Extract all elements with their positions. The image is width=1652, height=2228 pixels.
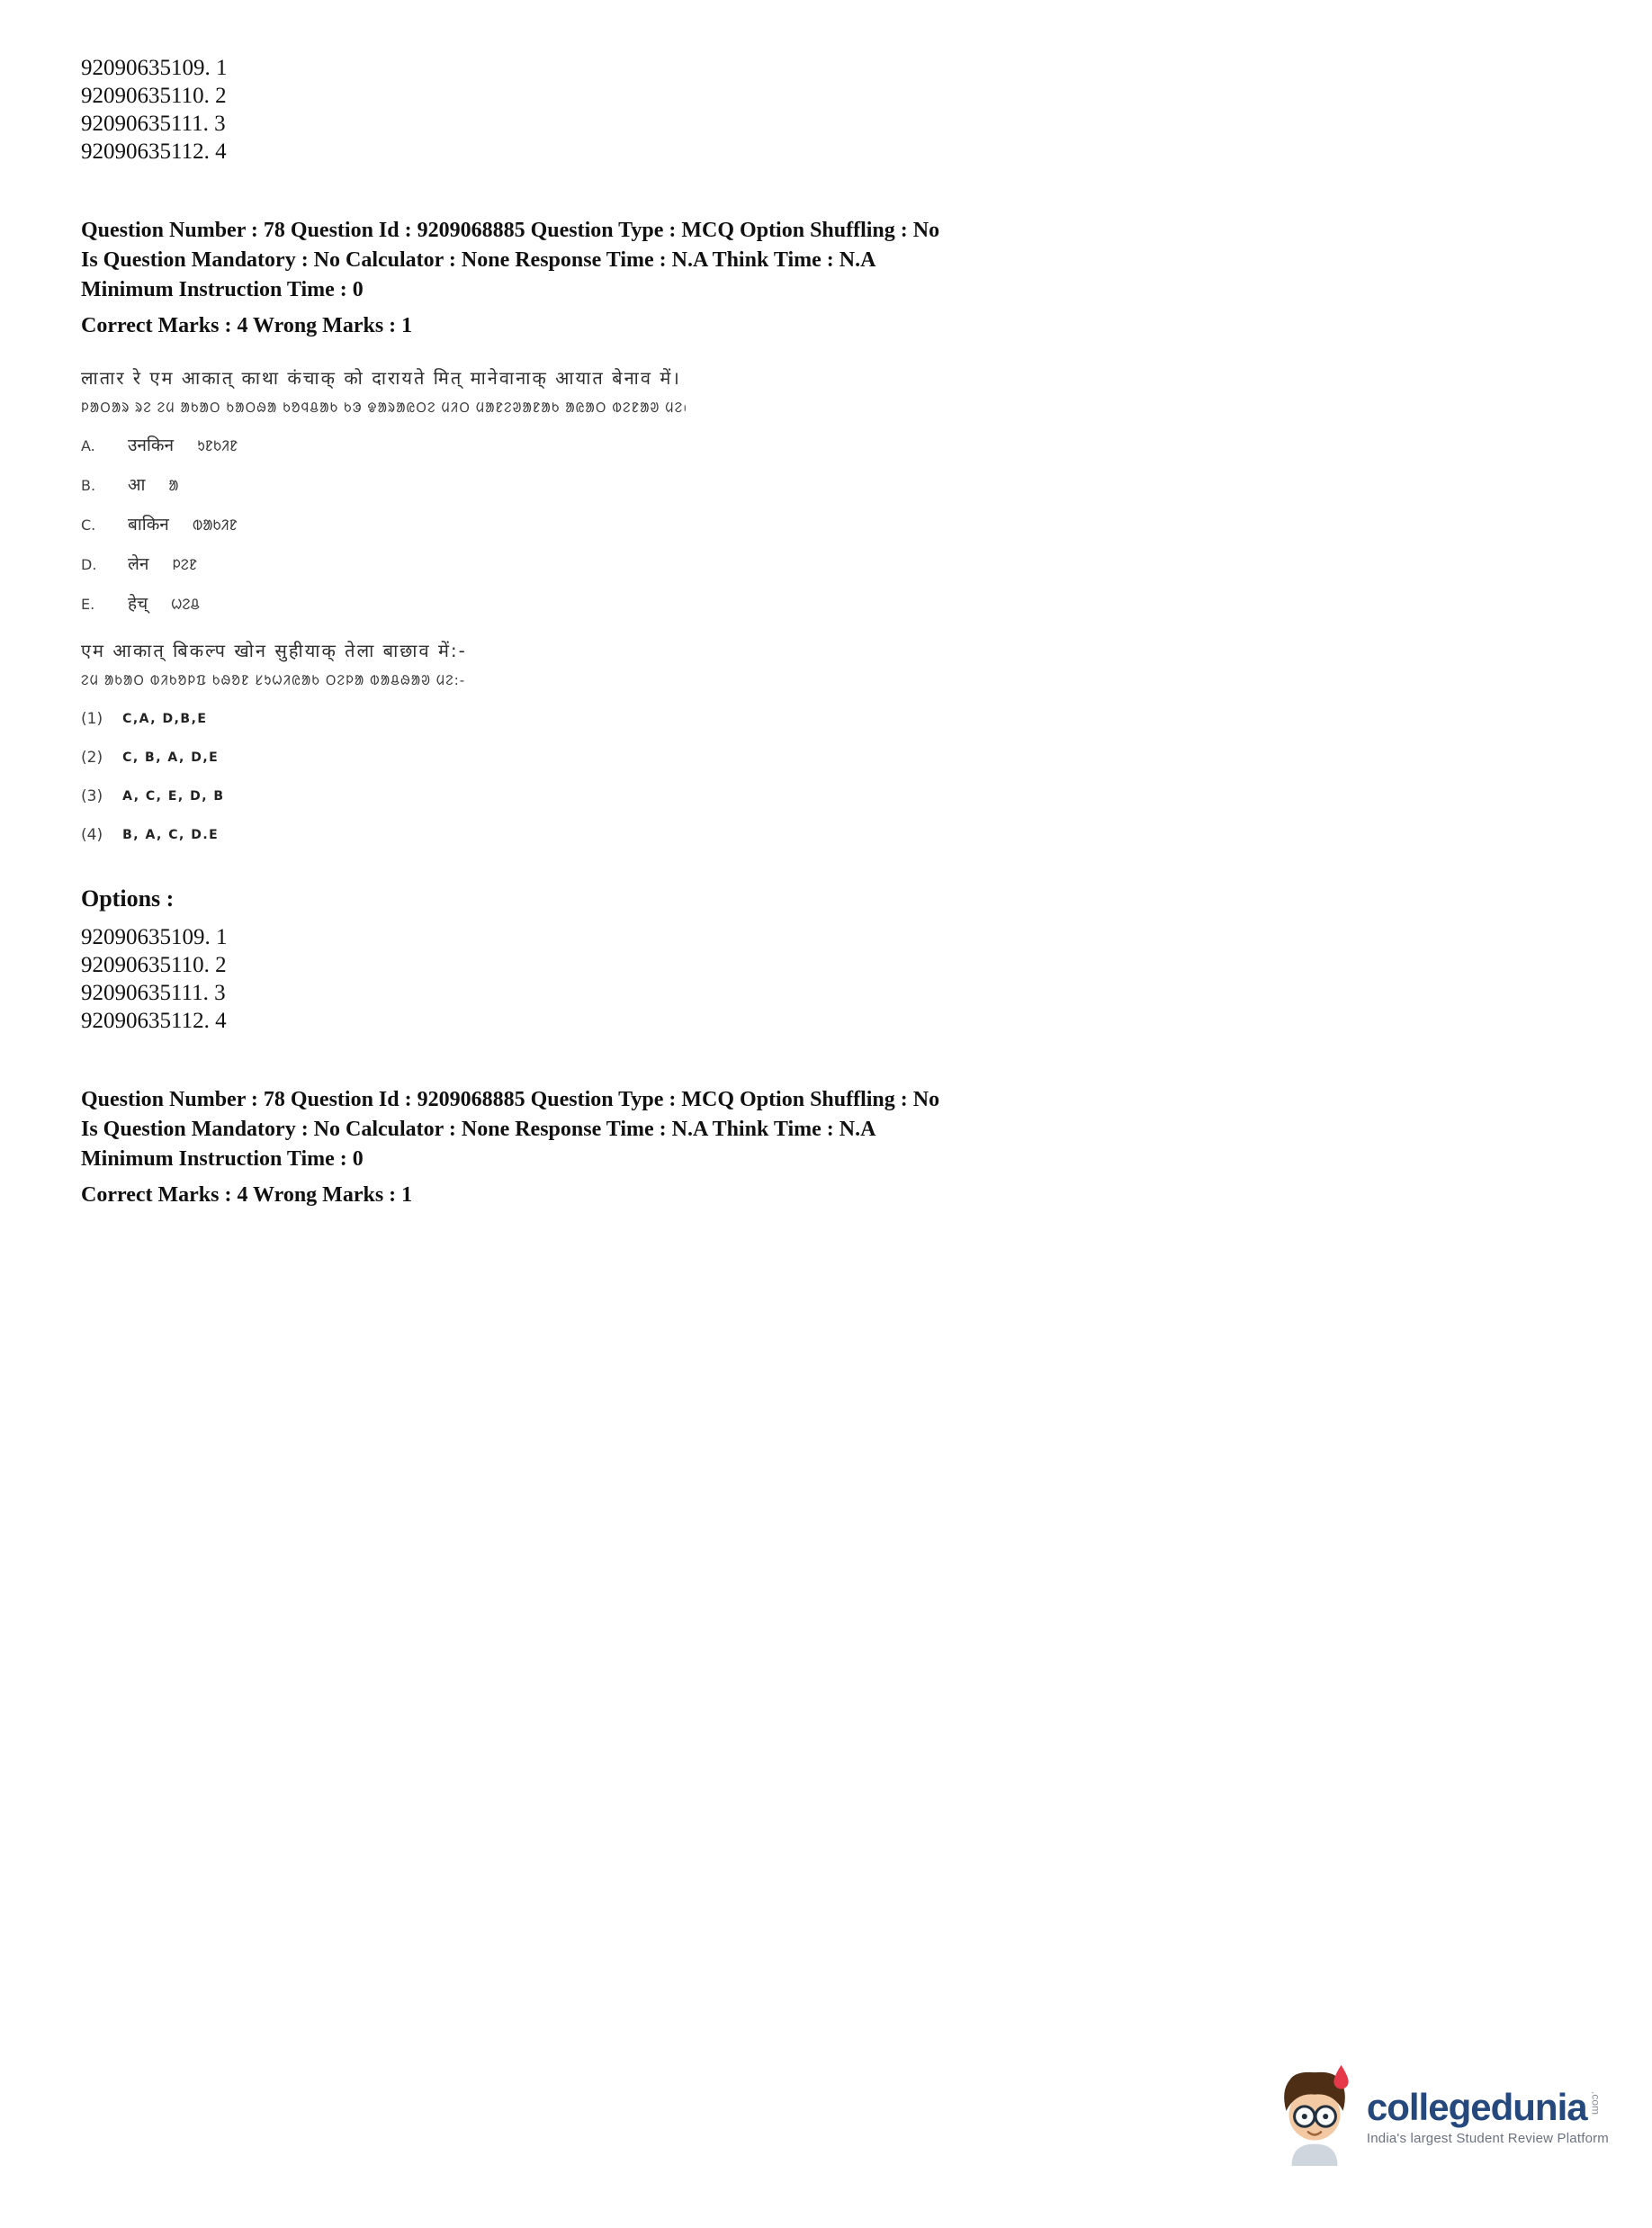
brand-wordmark: collegedunia	[1366, 2086, 1587, 2128]
match-item-hindi: बाकिन	[128, 515, 169, 535]
match-item-label: A.	[81, 437, 95, 454]
match-item	[81, 594, 1071, 615]
match-item-olchiki: ᱟ	[168, 477, 179, 494]
marks-line: Correct Marks : 4 Wrong Marks : 1	[81, 1183, 413, 1207]
match-item-label: D.	[81, 556, 97, 573]
option-id-line: 92090635112. 4	[81, 139, 227, 164]
question-text-hindi: लातार रे एम आकात् काथा कंचाक् को दारायते मित् मानेवानाक् आयात बेनाव में।	[81, 367, 681, 389]
choice-number: (4)	[81, 826, 103, 844]
option-id-line: 92090635111. 3	[81, 981, 226, 1005]
exam-paper-page	[81, 54, 1071, 1208]
option-id-line: 92090635109. 1	[81, 56, 228, 80]
options-heading: Options :	[81, 885, 175, 912]
match-item-olchiki: ᱞᱮᱱ	[172, 556, 198, 573]
choice-text: A, C, E, D, B	[122, 789, 225, 804]
match-item-olchiki: ᱦᱮᱪ	[171, 596, 200, 613]
choice-row	[81, 826, 1071, 844]
option-id-line: 92090635109. 1	[81, 925, 228, 949]
option-id-line: 92090635112. 4	[81, 1009, 227, 1033]
match-item-label: C.	[81, 517, 96, 534]
choice-text: C, B, A, D,E	[122, 750, 220, 765]
question-outro-olchiki: ᱮᱢ ᱟᱠᱟᱛ ᱵᱤᱠᱚᱞᱯ ᱠᱷᱚᱱ ᱥᱩᱦᱤᱭᱟᱠ ᱛᱮᱞᱟ ᱵᱟᱪᱷᱟᱣ ᱢᱮ:-	[81, 672, 466, 688]
option-id-list-bottom	[81, 923, 1071, 1035]
match-item-olchiki: ᱵᱟᱠᱤᱱ	[192, 517, 238, 534]
option-id-line: 92090635111. 3	[81, 112, 226, 136]
question-metadata: Question Number : 78 Question Id : 9209068885 Question Type : MCQ Option Shuffling : No Is Question Mandatory : No Calculator : None Response Time : N.A Think Time : N.A Minimum Instruction Time : 0	[81, 219, 940, 301]
marks-line: Correct Marks : 4 Wrong Marks : 1	[81, 314, 413, 337]
match-item-hindi: उनकिन	[128, 436, 175, 455]
choice-text: C,A, D,B,E	[122, 712, 208, 726]
match-item-hindi: आ	[128, 475, 146, 495]
option-id-list-top	[81, 54, 1071, 166]
question-outro-hindi: एम आकात् बिकल्प खोन सुहीयाक् तेला बाछाव में:-	[81, 640, 467, 661]
choice-list	[81, 710, 1071, 844]
match-item	[81, 554, 1071, 575]
match-item-hindi: लेन	[128, 554, 149, 574]
option-id-line: 92090635110. 2	[81, 953, 227, 977]
question-image-region	[81, 365, 1071, 844]
question-text-olchiki: ᱞᱟᱛᱟᱨ ᱨᱮ ᱮᱢ ᱟᱠᱟᱛ ᱠᱟᱛᱷᱟ ᱠᱚᱧᱪᱟᱠ ᱠᱳ ᱫᱟᱨᱟᱭᱛᱮ ᱢᱤᱛ ᱢᱟᱱᱮᱣᱟᱱᱟᱠ ᱟᱭᱟᱛ ᱵᱮᱱᱟᱣ ᱢᱮ᱾	[81, 400, 688, 416]
match-item	[81, 475, 1071, 496]
choice-number: (2)	[81, 749, 103, 767]
choice-number: (1)	[81, 710, 103, 728]
match-item	[81, 515, 1071, 535]
choice-text: B, A, C, D.E	[122, 828, 220, 842]
choice-row	[81, 710, 1071, 728]
match-item-label: E.	[81, 596, 95, 613]
question-metadata: Question Number : 78 Question Id : 9209068885 Question Type : MCQ Option Shuffling : No Is Question Mandatory : No Calculator : None Response Time : N.A Think Time : N.A Minimum Instruction Time : 0	[81, 1088, 940, 1171]
choice-number: (3)	[81, 787, 103, 805]
match-item-hindi: हेच्	[128, 594, 148, 614]
choice-row	[81, 787, 1071, 805]
match-item-label: B.	[81, 477, 96, 494]
collegedunia-logo	[1273, 2063, 1609, 2170]
choice-row	[81, 749, 1071, 767]
brand-suffix: .com	[1589, 2091, 1603, 2116]
match-item	[81, 436, 1071, 456]
collegedunia-mascot-icon	[1273, 2063, 1356, 2170]
brand-tagline: India's largest Student Review Platform	[1366, 2131, 1609, 2146]
option-id-line: 92090635110. 2	[81, 84, 227, 108]
match-item-olchiki: ᱩᱱᱠᱤᱱ	[197, 437, 238, 454]
